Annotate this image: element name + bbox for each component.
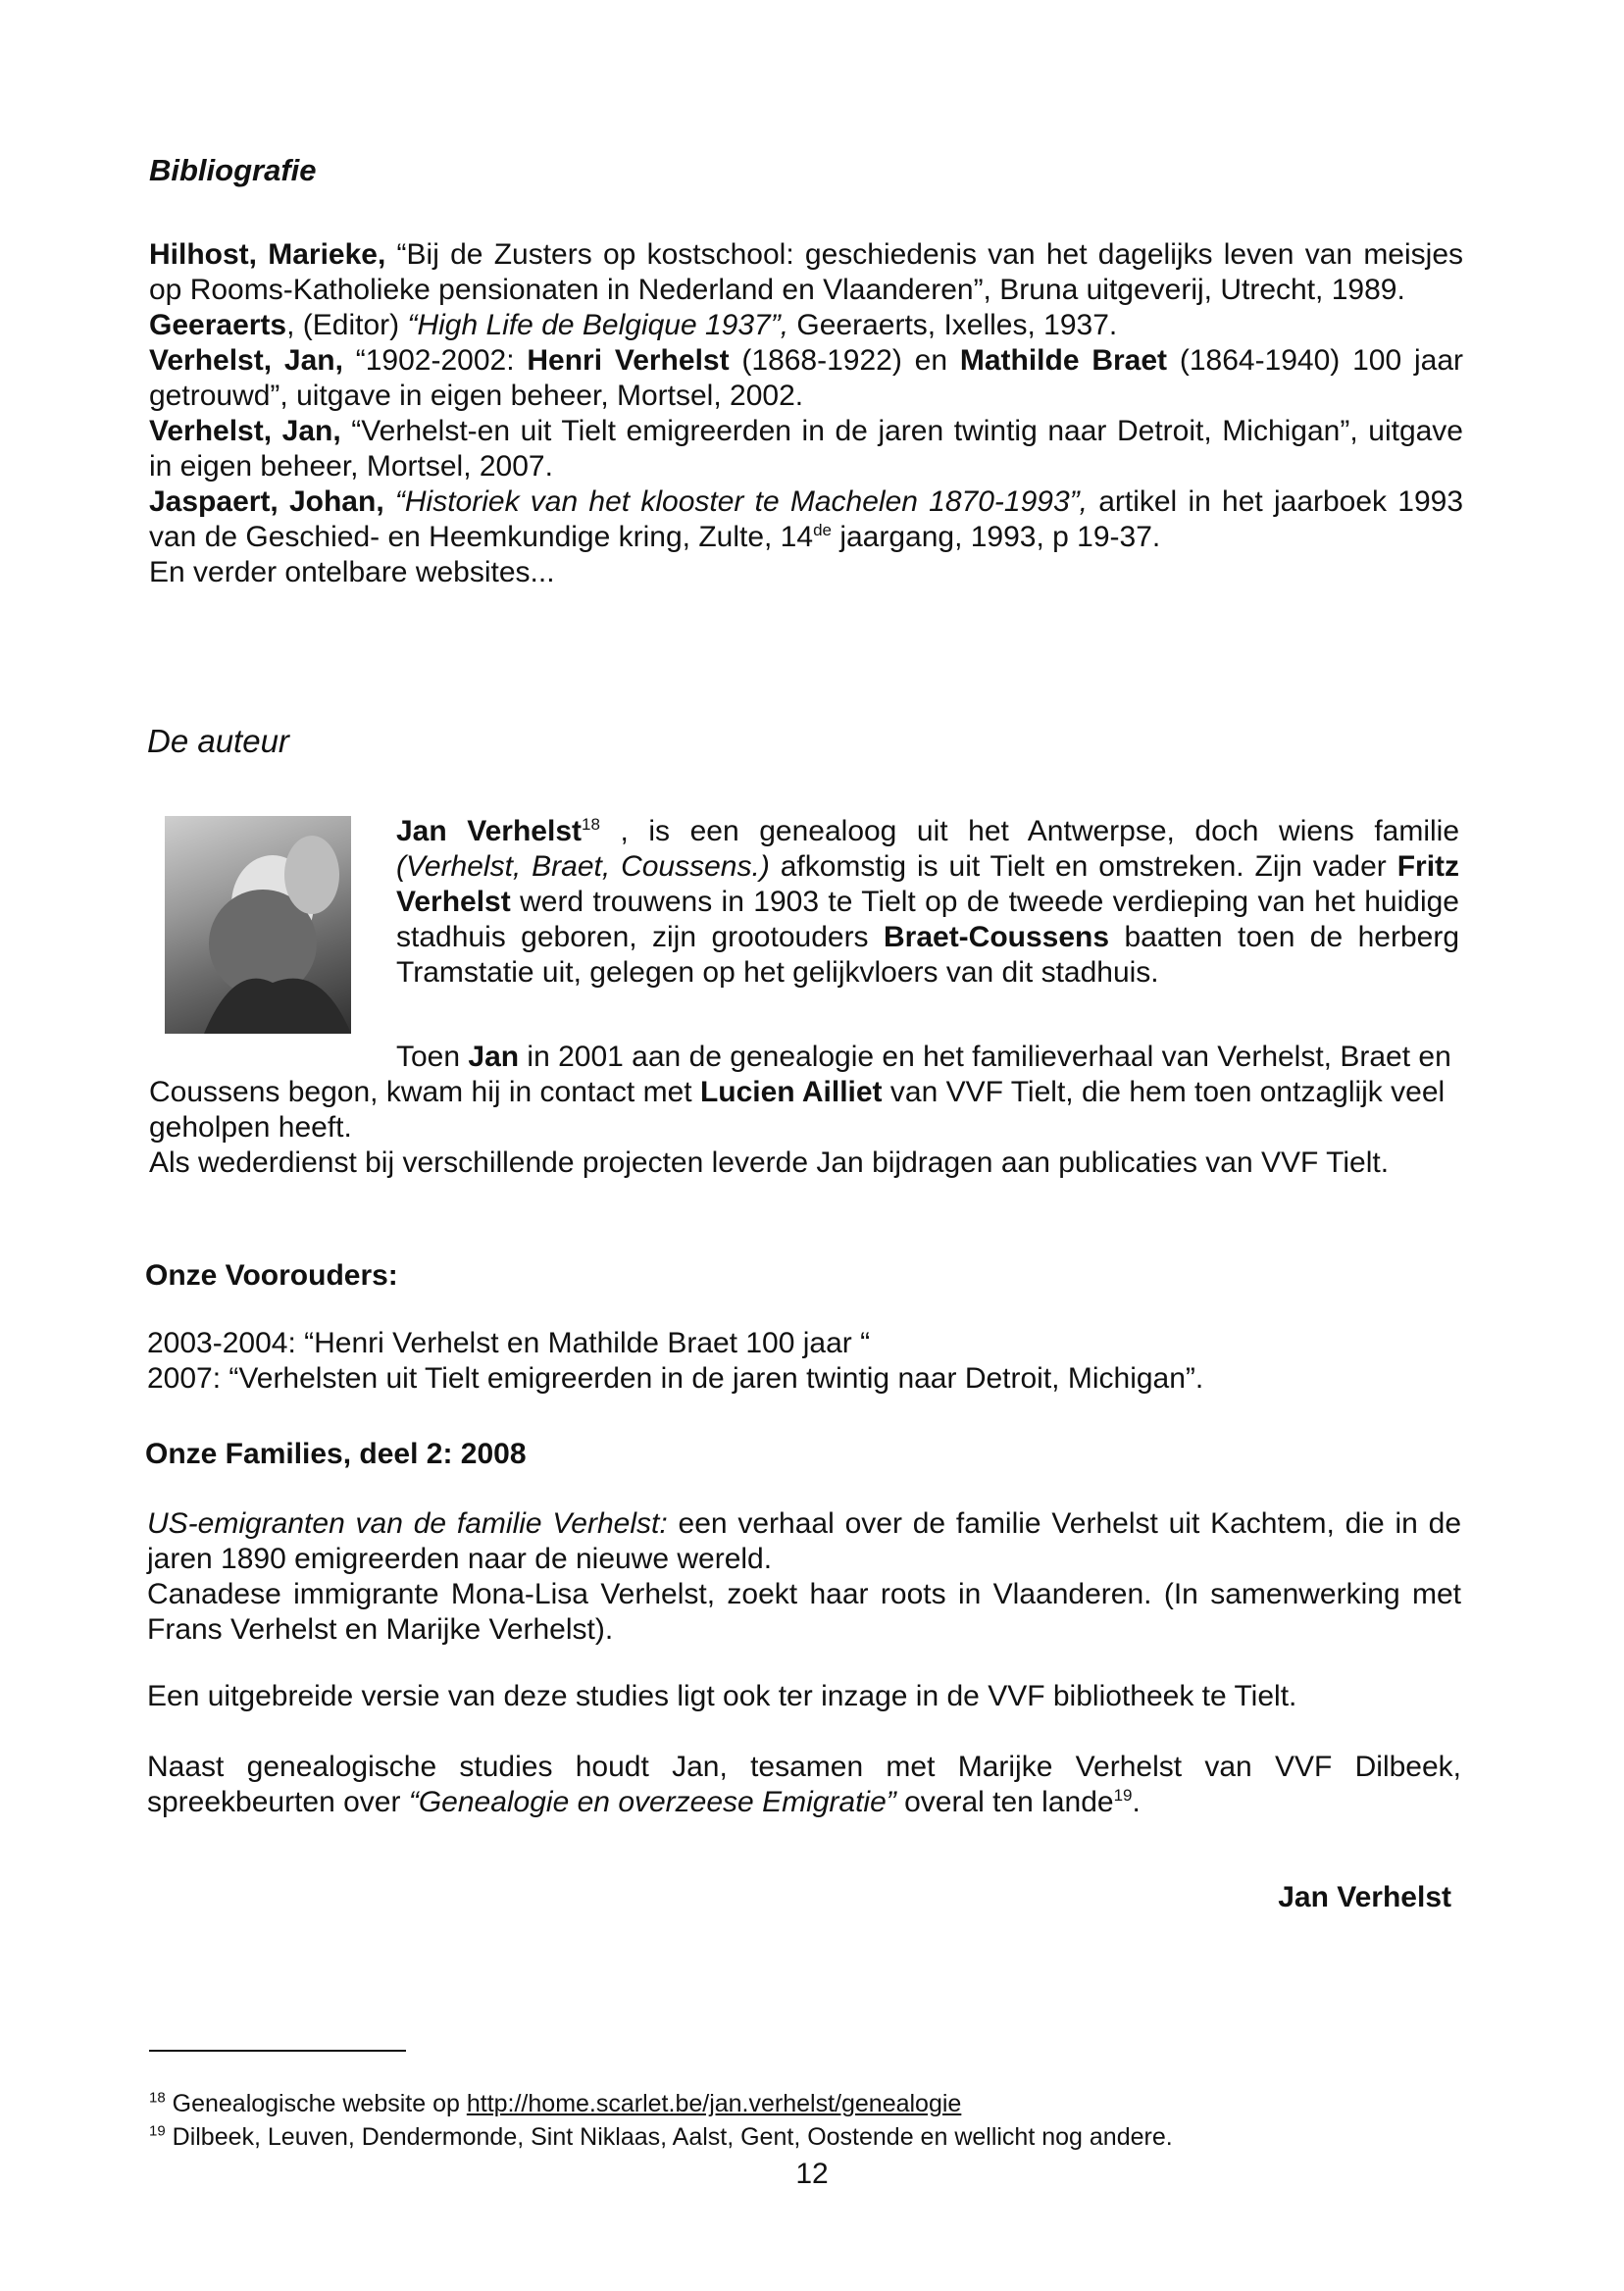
footnote: $^{19}$ Dilbeek, Leuven, Dendermonde, Sint Niklaas, Aalst, Gent, Oostende en wellicht nog andere.: [149, 2122, 1173, 2151]
voorouders-item: 2007: “Verhelsten uit Tielt emigreerden in de jaren twintig naar Detroit, Michigan”.: [147, 1362, 1204, 1395]
author-paragraph-2: Toen Jan in 2001 aan de genealogie en het familieverhaal van Verhelst, Braet en Coussens begon, kwam hij in contact met Lucien Ailliet van VVF Tielt, die hem toen ontzaglijk veel geholpen heeft. Als wederdienst bij verschillende projecten leverde Jan bijdragen aan publicaties van VVF Tielt.: [149, 1040, 1463, 1181]
footnote-divider: [149, 2050, 406, 2052]
bibliography-list: [149, 237, 1463, 590]
footnotes: [149, 2087, 1173, 2154]
bib-entry: Hilhost, Marieke, “Bij de Zusters op kostschool: geschiedenis van het dagelijks leven van meisjes op Rooms-Katholieke pensionaten in Nederland en Vlaanderen”, Bruna uitgeverij, Utrecht, 1989.: [149, 238, 1464, 306]
bib-entry: Geeraerts, (Editor) “High Life de Belgique 1937”, Geeraerts, Ixelles, 1937.: [149, 309, 1118, 341]
bib-entry: Verhelst, Jan, “1902-2002: Henri Verhelst (1868-1922) en Mathilde Braet (1864-1940) 100 jaar getrouwd”, uitgave in eigen beheer, Mortsel, 2002.: [149, 344, 1463, 412]
author-paragraph-3: Als wederdienst bij verschillende projecten leverde Jan bijdragen aan publicaties van VVF Tielt.: [149, 1146, 1390, 1179]
author-photo: [165, 816, 351, 1034]
bib-entry: Jaspaert, Johan, “Historiek van het klooster te Machelen 1870-1993”, artikel in het jaarboek 1993 van de Geschied- en Heemkundige kring, Zulte, 14de jaargang, 1993, p 19-37.: [149, 485, 1464, 553]
voorouders-list: [147, 1326, 1461, 1397]
bib-closing: En verder ontelbare websites...: [149, 556, 555, 588]
footnote-link[interactable]: http://home.scarlet.be/jan.verhelst/genealogie: [466, 2090, 962, 2117]
signature: Jan Verhelst: [1278, 1881, 1451, 1913]
families-paragraph-3: Een uitgebreide versie van deze studies ligt ook ter inzage in de VVF bibliotheek te Tielt.: [147, 1680, 1297, 1712]
families-paragraph-4: Naast genealogische studies houdt Jan, tesamen met Marijke Verhelst van VVF Dilbeek, spreekbeurten over “Genealogie en overzeese Emigratie” overal ten lande$^{19}$.: [147, 1751, 1461, 1818]
page-number: 12: [795, 2158, 829, 2190]
footnote: $^{18}$ Genealogische website op http://home.scarlet.be/jan.verhelst/genealogie: [149, 2089, 962, 2117]
bibliography-heading: Bibliografie: [149, 153, 317, 187]
author-bio: Jan Verhelst$^{18}$ , is een genealoog uit het Antwerpse, doch wiens familie (Verhelst, Braet, Coussens.) afkomstig is uit Tielt en omstreken. Zijn vader Fritz Verhelst werd trouwens in 1903 te Tielt op de tweede verdieping van het huidige stadhuis geboren, zijn grootouders Braet-Coussens baatten toen de herberg Tramstatie uit, gelegen op het gelijkvloers van dit stadhuis.: [396, 815, 1460, 989]
bib-entry: Verhelst, Jan, “Verhelst-en uit Tielt emigreerden in de jaren twintig naar Detroit, Michigan”, uitgave in eigen beheer, Mortsel, 2007.: [149, 415, 1463, 483]
author-heading: De auteur: [147, 723, 289, 759]
voorouders-heading: Onze Voorouders:: [145, 1259, 398, 1292]
families-heading: Onze Families, deel 2: 2008: [145, 1438, 527, 1470]
families-paragraph-2: Canadese immigrante Mona-Lisa Verhelst, zoekt haar roots in Vlaanderen. (In samenwerking met Frans Verhelst en Marijke Verhelst).: [147, 1578, 1461, 1646]
author-portrait-image: [165, 816, 351, 1034]
families-paragraph-1: US-emigranten van de familie Verhelst: een verhaal over de familie Verhelst uit Kachtem, die in de jaren 1890 emigreerden naar de nieuwe wereld. Canadese immigrante Mona-Lisa Verhelst, zoekt haar roots in Vlaanderen. (In samenwerking met Frans Verhelst en Marijke Verhelst).: [147, 1507, 1462, 1646]
voorouders-item: 2003-2004: “Henri Verhelst en Mathilde Braet 100 jaar “: [147, 1327, 871, 1359]
